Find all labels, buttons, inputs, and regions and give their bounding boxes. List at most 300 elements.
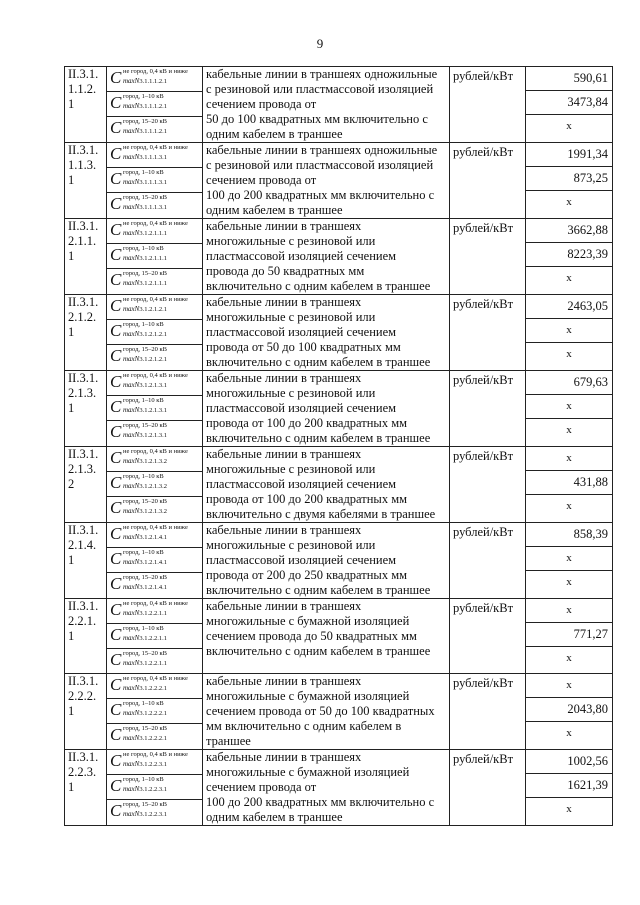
description-line: одним кабелем в траншее [206, 127, 343, 141]
rate-subscript [123, 431, 167, 440]
rate-condition: город, 1–10 кВ [123, 700, 164, 707]
item-code [65, 67, 107, 143]
item-code-line: II.3.1. [68, 67, 99, 81]
values-cell [526, 750, 613, 826]
description-line: многожильные с бумажной изоляцией [206, 614, 410, 628]
item-code-line: II.3.1. [68, 371, 99, 385]
values-cell [526, 674, 613, 750]
rate-subscript-mid: N [134, 558, 140, 566]
rate-letter: C [110, 169, 122, 188]
rate-letter: C [110, 346, 122, 365]
rate-subscript-prefix: max [123, 634, 135, 642]
rate-subscript-prefix: max [123, 254, 135, 262]
item-code-line: 1 [68, 173, 75, 187]
description-line: включительно с одним кабелем в траншее [206, 583, 431, 597]
rate-subscript-mid: N [134, 760, 140, 768]
rate-letter: C [110, 93, 122, 112]
unit-cell: рублей/кВт [450, 371, 526, 447]
rate-symbol [107, 219, 202, 244]
item-code-line: 1 [68, 249, 75, 263]
description-line: кабельные линии в траншеях [206, 219, 362, 233]
rate-subscript-number: 3.1.2.1.3.1 [139, 432, 167, 439]
description-line: пластмассовой изоляцией сечением [206, 249, 397, 263]
value: x [566, 576, 572, 588]
rate-subscript [123, 558, 167, 567]
rate-subscript-mid: N [134, 355, 140, 363]
rate-letter: C [110, 498, 122, 517]
rate-letter: C [110, 245, 122, 264]
description [203, 674, 450, 750]
rate-subscript-number: 3.1.1.1.2.1 [139, 78, 167, 85]
description-line: провода от 100 до 200 квадратных мм [206, 416, 408, 430]
description-line: пластмассовой изоляцией сечением [206, 477, 397, 491]
value: x [566, 424, 572, 436]
rate-subscript [123, 127, 167, 136]
rate-subscript-number: 3.1.2.1.4.1 [139, 559, 167, 566]
rate-symbol [107, 573, 202, 597]
rate-subscript-mid: N [134, 734, 140, 742]
rate-letter: C [110, 118, 122, 137]
rate-subscript-prefix: max [123, 482, 135, 490]
rate-subscript [123, 203, 167, 212]
rate-subscript-prefix: max [123, 457, 135, 465]
description-line: многожильные с бумажной изоляцией [206, 765, 410, 779]
item-code-line: 1 [68, 629, 75, 643]
description-line: с резиновой или пластмассовой изоляцией [206, 82, 434, 96]
rate-subscript-number: 3.1.1.1.2.1 [139, 128, 167, 135]
rate-subscript-mid: N [134, 178, 140, 186]
rate-condition: город, 15–20 кВ [123, 650, 167, 657]
item-code-line: II.3.1. [68, 295, 99, 309]
value: x [566, 348, 572, 360]
item-code-line: II.3.1. [68, 219, 99, 233]
rate-letter: C [110, 473, 122, 492]
rate-subscript-mid: N [134, 330, 140, 338]
item-code [65, 523, 107, 599]
description-line: многожильные с бумажной изоляцией [206, 689, 410, 703]
rate-symbol [107, 674, 202, 699]
description [203, 447, 450, 523]
description-line: включительно с двумя кабелями в траншее [206, 507, 436, 521]
rate-symbol [107, 447, 202, 472]
item-code-line: 1 [68, 553, 75, 567]
item-code-line: II.3.1. [68, 750, 99, 764]
rate-symbol [107, 193, 202, 217]
rate-subscript-prefix: max [123, 609, 135, 617]
rate-letter: C [110, 422, 122, 441]
rate-condition: город, 1–10 кВ [123, 245, 164, 252]
rate-subscript-number: 3.1.2.2.2.1 [139, 710, 167, 717]
description-line: включительно с одним кабелем в траншее [206, 355, 431, 369]
rate-subscript [123, 684, 167, 693]
item-code-line: 2.1.3. [68, 386, 97, 400]
item-code-line: 1 [68, 97, 75, 111]
rate-symbol [107, 750, 202, 775]
rate-subscript [123, 583, 167, 592]
value: 2463,05 [526, 295, 612, 319]
rate-subscript-number: 3.1.2.2.2.1 [139, 735, 167, 742]
description-line: сечением провода до 50 квадратных мм [206, 629, 417, 643]
rate-subscript-prefix: max [123, 760, 135, 768]
rate-condition: не город, 0,4 кВ и ниже [123, 751, 188, 758]
rate-condition: не город, 0,4 кВ и ниже [123, 296, 188, 303]
rate-subscript-number: 3.1.2.2.2.1 [139, 685, 167, 692]
rate-symbol [107, 699, 202, 724]
rate-subscript [123, 659, 167, 668]
rate-letter: C [110, 524, 122, 543]
description-line: включительно с одним кабелем в траншее [206, 431, 431, 445]
rate-letter: C [110, 574, 122, 593]
rate-symbols [107, 523, 203, 599]
rate-letter: C [110, 725, 122, 744]
rate-subscript-number: 3.1.2.1.3.2 [139, 508, 167, 515]
description-line: кабельные линии в траншеях [206, 523, 362, 537]
rate-subscript-prefix: max [123, 810, 135, 818]
rate-symbols [107, 750, 203, 826]
description-line: траншее [206, 734, 251, 748]
rate-subscript [123, 330, 167, 339]
rate-subscript [123, 760, 167, 769]
rate-subscript-mid: N [134, 406, 140, 414]
table-row [65, 67, 613, 143]
rate-condition: не город, 0,4 кВ и ниже [123, 220, 188, 227]
value: x [566, 803, 572, 815]
rate-letter: C [110, 296, 122, 315]
item-code-line: 1 [68, 325, 75, 339]
item-code [65, 447, 107, 523]
rate-letter: C [110, 448, 122, 467]
rate-subscript [123, 102, 167, 111]
rate-letter: C [110, 776, 122, 795]
item-code-line: 2.1.3. [68, 462, 97, 476]
description-line: кабельные линии в траншеях одножильные [206, 143, 438, 157]
rate-symbols [107, 447, 203, 523]
description-line: 50 до 100 квадратных мм включительно с [206, 112, 428, 126]
rate-subscript-mid: N [134, 507, 140, 515]
values-cell [526, 67, 613, 143]
rate-subscript [123, 254, 167, 263]
rate-symbol [107, 143, 202, 168]
rate-subscript-mid: N [134, 77, 140, 85]
rate-subscript-number: 3.1.2.1.3.1 [139, 382, 167, 389]
rate-subscript-prefix: max [123, 684, 135, 692]
table-row [65, 523, 613, 599]
tariff-table [64, 66, 613, 826]
rate-subscript-number: 3.1.2.1.4.1 [139, 534, 167, 541]
table-row [65, 295, 613, 371]
item-code-line: 1 [68, 401, 75, 415]
rate-symbol [107, 548, 202, 573]
rate-symbol [107, 421, 202, 445]
rate-subscript-number: 3.1.1.1.3.1 [139, 154, 167, 161]
value: 679,63 [526, 371, 612, 395]
rate-subscript [123, 381, 167, 390]
rate-subscript-prefix: max [123, 279, 135, 287]
item-code-line: II.3.1. [68, 447, 99, 461]
rate-subscript-prefix: max [123, 659, 135, 667]
rate-subscript-mid: N [134, 127, 140, 135]
description-line: включительно с одним кабелем в траншее [206, 279, 431, 293]
value: x [526, 674, 612, 698]
values-cell [526, 143, 613, 219]
value: 590,61 [526, 67, 612, 91]
rate-subscript-mid: N [134, 659, 140, 667]
rate-subscript-mid: N [134, 279, 140, 287]
value: 1621,39 [526, 774, 612, 798]
unit-cell: рублей/кВт [450, 67, 526, 143]
rate-subscript-number: 3.1.2.2.3.1 [139, 761, 167, 768]
item-code-line: 2.1.1. [68, 234, 97, 248]
rate-subscript [123, 634, 167, 643]
table-row [65, 371, 613, 447]
item-code-line: II.3.1. [68, 143, 99, 157]
rate-symbol [107, 472, 202, 497]
item-code-line: 2.1.2. [68, 310, 97, 324]
rate-subscript-mid: N [134, 305, 140, 313]
rate-condition: не город, 0,4 кВ и ниже [123, 524, 188, 531]
description-line: многожильные с резиновой или [206, 310, 376, 324]
rate-symbols [107, 143, 203, 219]
rate-symbols [107, 219, 203, 295]
rate-condition: город, 15–20 кВ [123, 422, 167, 429]
description-line: провода от 200 до 250 квадратных мм [206, 568, 408, 582]
rate-letter: C [110, 600, 122, 619]
rate-subscript [123, 305, 167, 314]
rate-subscript-prefix: max [123, 178, 135, 186]
value: 8223,39 [526, 243, 612, 267]
rate-condition: город, 1–10 кВ [123, 776, 164, 783]
rate-subscript-prefix: max [123, 507, 135, 515]
unit-cell: рублей/кВт [450, 447, 526, 523]
value: 2043,80 [526, 698, 612, 722]
rate-subscript [123, 810, 167, 819]
rate-symbols [107, 674, 203, 750]
rate-subscript-number: 3.1.2.1.3.2 [139, 483, 167, 490]
description-line: многожильные с резиновой или [206, 234, 376, 248]
rate-letter: C [110, 625, 122, 644]
value: 771,27 [526, 623, 612, 647]
description-line: 100 до 200 квадратных мм включительно с [206, 188, 435, 202]
unit-cell: рублей/кВт [450, 599, 526, 674]
rate-subscript [123, 709, 167, 718]
rate-symbol [107, 724, 202, 748]
rate-subscript-prefix: max [123, 355, 135, 363]
rate-subscript-number: 3.1.1.1.3.1 [139, 204, 167, 211]
table-row [65, 219, 613, 295]
description [203, 371, 450, 447]
rate-subscript-number: 3.1.2.1.2.1 [139, 356, 167, 363]
rate-letter: C [110, 270, 122, 289]
rate-condition: не город, 0,4 кВ и ниже [123, 372, 188, 379]
rate-condition: город, 1–10 кВ [123, 397, 164, 404]
rate-symbol [107, 649, 202, 673]
rate-condition: город, 15–20 кВ [123, 574, 167, 581]
rate-subscript-prefix: max [123, 431, 135, 439]
rate-subscript-prefix: max [123, 709, 135, 717]
rate-subscript [123, 279, 167, 288]
rate-letter: C [110, 144, 122, 163]
unit-cell: рублей/кВт [450, 143, 526, 219]
rate-condition: город, 15–20 кВ [123, 194, 167, 201]
item-code-line: 1.1.3. [68, 158, 97, 172]
description-line: кабельные линии в траншеях [206, 750, 362, 764]
rate-subscript-mid: N [134, 785, 140, 793]
rate-subscript-mid: N [134, 431, 140, 439]
rate-subscript-mid: N [134, 153, 140, 161]
description [203, 143, 450, 219]
description-line: кабельные линии в траншеях [206, 371, 362, 385]
rate-letter: C [110, 321, 122, 340]
description-line: кабельные линии в траншеях [206, 447, 362, 461]
rate-subscript [123, 734, 167, 743]
rate-subscript-prefix: max [123, 558, 135, 566]
description-line: одним кабелем в траншее [206, 203, 343, 217]
value: 3662,88 [526, 219, 612, 243]
description [203, 295, 450, 371]
rate-subscript-number: 3.1.2.2.3.1 [139, 786, 167, 793]
value: 1991,34 [526, 143, 612, 167]
rate-letter: C [110, 650, 122, 669]
description-line: пластмассовой изоляцией сечением [206, 325, 397, 339]
rate-symbol [107, 523, 202, 548]
rate-subscript-mid: N [134, 634, 140, 642]
value: x [566, 652, 572, 664]
description-line: многожильные с резиновой или [206, 538, 376, 552]
rate-subscript-mid: N [134, 709, 140, 717]
rate-subscript-number: 3.1.2.2.1.1 [139, 635, 167, 642]
description-line: мм включительно с одним кабелем в [206, 719, 402, 733]
rate-letter: C [110, 700, 122, 719]
table-row [65, 599, 613, 674]
rate-letter: C [110, 801, 122, 820]
item-code [65, 371, 107, 447]
description [203, 750, 450, 826]
rate-condition: не город, 0,4 кВ и ниже [123, 600, 188, 607]
rate-condition: город, 15–20 кВ [123, 725, 167, 732]
description-line: провода до 50 квадратных мм [206, 264, 365, 278]
description-line: провода от 100 до 200 квадратных мм [206, 492, 408, 506]
value: 431,88 [526, 471, 612, 495]
item-code-line: 1.1.2. [68, 82, 97, 96]
unit-cell: рублей/кВт [450, 674, 526, 750]
rate-subscript-number: 3.1.2.1.1.1 [139, 230, 167, 237]
rate-subscript-number: 3.1.1.1.3.1 [139, 179, 167, 186]
rate-subscript [123, 153, 167, 162]
table-row [65, 750, 613, 826]
rate-condition: город, 1–10 кВ [123, 625, 164, 632]
rate-subscript [123, 609, 167, 618]
value: x [566, 196, 572, 208]
description [203, 523, 450, 599]
rate-subscript-mid: N [134, 229, 140, 237]
rate-symbols [107, 371, 203, 447]
rate-subscript [123, 533, 167, 542]
description-line: одним кабелем в траншее [206, 810, 343, 824]
description-line: многожильные с резиновой или [206, 462, 376, 476]
description-line: с резиновой или пластмассовой изоляцией [206, 158, 434, 172]
description-line: провода от 50 до 100 квадратных мм [206, 340, 401, 354]
rate-symbol [107, 320, 202, 345]
rate-condition: не город, 0,4 кВ и ниже [123, 68, 188, 75]
rate-condition: не город, 0,4 кВ и ниже [123, 144, 188, 151]
rate-letter: C [110, 751, 122, 770]
rate-symbol [107, 396, 202, 421]
description-line: пластмассовой изоляцией сечением [206, 401, 397, 415]
values-cell [526, 219, 613, 295]
item-code [65, 674, 107, 750]
rate-condition: город, 15–20 кВ [123, 498, 167, 505]
rate-subscript-mid: N [134, 583, 140, 591]
rate-letter: C [110, 675, 122, 694]
rate-symbol [107, 117, 202, 141]
item-code [65, 750, 107, 826]
rate-subscript-number: 3.1.1.1.2.1 [139, 103, 167, 110]
rate-subscript [123, 785, 167, 794]
page-number: 9 [316, 36, 324, 51]
rate-subscript-number: 3.1.2.1.2.1 [139, 306, 167, 313]
rate-subscript-prefix: max [123, 127, 135, 135]
values-cell [526, 295, 613, 371]
value: 3473,84 [526, 91, 612, 115]
item-code [65, 143, 107, 219]
rate-subscript [123, 457, 167, 466]
unit-cell: рублей/кВт [450, 295, 526, 371]
rate-letter: C [110, 220, 122, 239]
description-line: пластмассовой изоляцией сечением [206, 553, 397, 567]
value: 858,39 [526, 523, 612, 547]
rate-subscript-number: 3.1.2.1.3.1 [139, 407, 167, 414]
description-line: сечением провода от [206, 97, 317, 111]
rate-subscript-mid: N [134, 381, 140, 389]
rate-symbol [107, 345, 202, 369]
value: x [566, 120, 572, 132]
description-line: кабельные линии в траншеях [206, 599, 362, 613]
rate-subscript [123, 482, 167, 491]
rate-subscript [123, 178, 167, 187]
item-code [65, 599, 107, 674]
description-line: сечением провода от 50 до 100 квадратных [206, 704, 435, 718]
rate-subscript-number: 3.1.2.1.2.1 [139, 331, 167, 338]
rate-subscript-mid: N [134, 482, 140, 490]
item-code-line: 2.2.3. [68, 765, 97, 779]
rate-symbol [107, 295, 202, 320]
value: x [526, 395, 612, 419]
table-row [65, 143, 613, 219]
unit-cell: рублей/кВт [450, 750, 526, 826]
value: x [566, 727, 572, 739]
rate-subscript-prefix: max [123, 330, 135, 338]
rate-subscript-prefix: max [123, 229, 135, 237]
rate-symbol [107, 92, 202, 117]
rate-condition: город, 15–20 кВ [123, 270, 167, 277]
values-cell [526, 371, 613, 447]
description [203, 219, 450, 295]
description-line: кабельные линии в траншеях [206, 674, 362, 688]
rate-condition: город, 15–20 кВ [123, 118, 167, 125]
rate-condition: не город, 0,4 кВ и ниже [123, 448, 188, 455]
value: x [526, 319, 612, 343]
value: x [526, 547, 612, 571]
rate-subscript-mid: N [134, 810, 140, 818]
rate-condition: город, 1–10 кВ [123, 321, 164, 328]
description-line: включительно с одним кабелем в траншее [206, 644, 431, 658]
rate-condition: город, 1–10 кВ [123, 473, 164, 480]
rate-subscript-prefix: max [123, 785, 135, 793]
rate-condition: город, 15–20 кВ [123, 801, 167, 808]
item-code-line: 2.2.2. [68, 689, 97, 703]
item-code [65, 295, 107, 371]
rate-condition: город, 1–10 кВ [123, 549, 164, 556]
